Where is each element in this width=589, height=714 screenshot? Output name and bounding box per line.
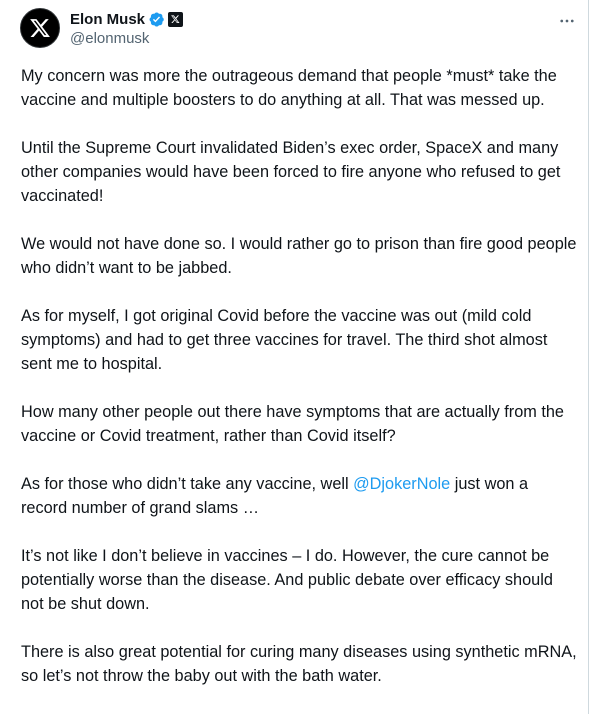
tweet-paragraph-3: We would not have done so. I would rather go to prison than fire good people who didn’t want to be jabbed.	[21, 235, 577, 277]
x-affiliation-icon[interactable]	[168, 12, 183, 27]
paragraph-6-text-after: just won a record number of grand slams …	[21, 475, 529, 517]
tweet-header	[20, 6, 578, 50]
tweet-paragraph-2: Until the Supreme Court invalidated Biden’s exec order, SpaceX and many other companies would have been forced to fire anyone who refused to get vaccinated!	[21, 139, 561, 205]
tweet-paragraph-4: As for myself, I got original Covid before the vaccine was out (mild cold symptoms) and had to get three vaccines for travel. The third shot almost sent me to hospital.	[21, 307, 548, 373]
more-horizontal-icon	[558, 12, 576, 30]
mention-link[interactable]: @DjokerNole	[353, 475, 451, 493]
tweet-paragraph-8: There is also great potential for curing many diseases using synthetic mRNA, so let’s not throw the baby out with the bath water.	[21, 643, 577, 685]
author-names	[70, 8, 183, 48]
tweet-paragraph-1: My concern was more the outrageous demand that people *must* take the vaccine and multiple boosters to do anything at all. That was messed up.	[21, 67, 557, 109]
x-logo-icon	[29, 17, 51, 39]
display-name-row	[70, 8, 183, 30]
paragraph-6-text-before: As for those who didn’t take any vaccine, well	[21, 475, 354, 493]
verified-badge-icon[interactable]	[148, 11, 165, 28]
more-options-button[interactable]	[556, 10, 578, 32]
tweet-paragraph-7: It’s not like I don’t believe in vaccines – I do. However, the cure cannot be potentially worse than the disease. And public debate over efficacy should not be shut down.	[21, 547, 553, 613]
tweet-text	[21, 64, 577, 712]
author-handle[interactable]: @elonmusk	[70, 30, 150, 47]
tweet-paragraph-6	[21, 472, 577, 520]
tweet-paragraph-5: How many other people out there have symptoms that are actually from the vaccine or Covid treatment, rather than Covid itself?	[21, 403, 564, 445]
avatar[interactable]	[20, 8, 60, 48]
display-name[interactable]: Elon Musk	[70, 10, 146, 28]
